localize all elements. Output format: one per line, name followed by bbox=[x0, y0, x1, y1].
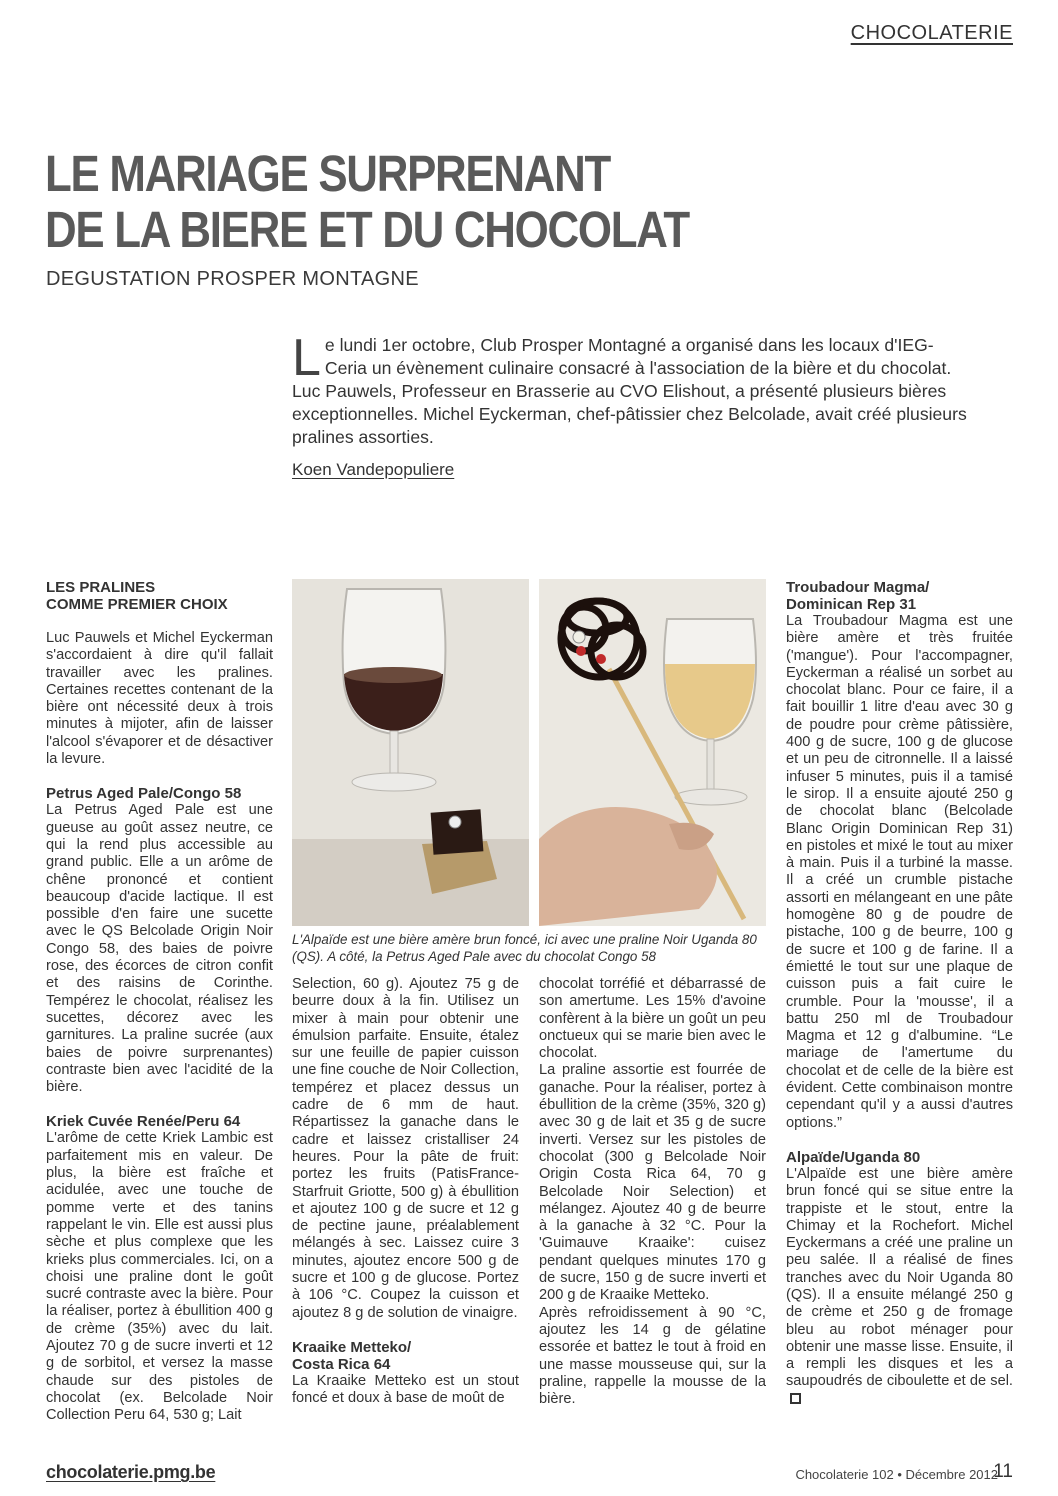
subheading-alpaide: Alpaïde/Uganda 80 bbox=[786, 1148, 921, 1166]
body-paragraph: Luc Pauwels et Michel Eyckerman s'accordaient à dire qu'il fallait travailler avec les pralines. Certaines recettes contenant de la bière ont nécessité deux à trois minutes à mijoter, afin de laisser l'alcool s'évaporer et de désactiver la levure. bbox=[46, 630, 273, 768]
author-byline[interactable]: Koen Vandepopuliere bbox=[292, 460, 455, 479]
heading-line-1: Troubadour Magma/ bbox=[786, 579, 930, 596]
body-paragraph: La praline assortie est fourrée de ganache. Pour la réaliser, portez à ébullition de la crème (35%, 320 g) avec 30 g de lait et 35 g de sucre inverti. Versez sur les pistoles de chocolat (300 g Belcolade Noir Origin Costa Rica 64, 70 g Belcolade Noir Selection) et mélangez. Ajoutez 40 g de beurre à la ganache à 32 °C. Pour la 'Guimauve Kraaike': cuisez pendant quelques minutes 170 g de sucre, 150 g de sucre inverti et 200 g de Kraaike Metteko. bbox=[539, 1062, 766, 1304]
title-line-2: DE LA BIERE ET DU CHOCOLAT bbox=[45, 201, 689, 258]
photo-light-beer-lollipop bbox=[539, 579, 766, 926]
photo-caption: L'Alpaïde est une bière amère brun foncé, ici avec une praline Noir Uganda 80 (QS). A côté, la Petrus Aged Pale avec du chocolat Congo 58 bbox=[292, 932, 757, 964]
body-paragraph: Après refroidissement à 90 °C, ajoutez les 14 g de gélatine essorée et battez le tout à froid en une masse mousseuse qui, sur la praline, rappelle la mousse de la bière. bbox=[539, 1304, 766, 1408]
intro-text: e lundi 1er octobre, Club Prosper Montagné a organisé dans les locaux d'IEG-Ceria un évènement culinaire consacré à l'association de la bière et du chocolat. Luc Pauwels, Professeur en Brasserie au CVO Elishout, a présenté plusieurs bières exceptionnelles. Michel Eyckerman, chef-pâtissier chez Belcolade, avait créé plusieurs pralines assorties. bbox=[292, 335, 967, 447]
lollipop-illustration bbox=[539, 579, 766, 926]
heading-line-1: Kraaike Metteko/ bbox=[292, 1338, 412, 1356]
section-tag[interactable]: CHOCOLATERIE bbox=[850, 22, 1013, 44]
subheading-troubadour bbox=[786, 579, 1013, 613]
beer-glass-illustration bbox=[292, 579, 529, 926]
body-paragraph: Selection, 60 g). Ajoutez 75 g de beurre doux à la fin. Utilisez un mixer à main pour obtenir une émulsion parfaite. Ensuite, étalez sur une feuille de papier cuisson une fine couche de Noir Collection, tempérez et placez dessus un cadre de 6 mm de haut. Répartissez la ganache dans le cadre et laissez cristalliser 24 heures. Pour la pâte de fruit: portez les fruits (PatisFrance-Starfruit Griotte, 500 g) à ébullition et ajoutez 100 g de sucre et 12 g de pectine jaune, préalablement mélangés à sec. Laissez cuire 3 minutes, ajoutez encore 500 g de sucre et 100 g de glucose. Portez à 106 °C. Coupez la cuisson et ajoutez 8 g de solution de vinaigre. bbox=[292, 976, 519, 1321]
photo-dark-beer-praline bbox=[292, 579, 529, 926]
last-paragraph-text: L'Alpaïde est une bière amère brun foncé qui se situe entre la trappiste et le stout, entre la Chimay et la Rochefort. Michel Eyckermans a créé une praline un peu salée. Il a réalisé de fines tranches avec du Noir Uganda 80 (QS). Il a ensuite mélangé 250 g de crème et 250 g de fromage bleu au robot ménager pour obtenir une masse lisse. Ensuite, il a rempli les disques et les a saupoudrés de ciboulette et de sel. bbox=[786, 1165, 1013, 1390]
footer-website-link[interactable]: chocolaterie.pmg.be bbox=[46, 1462, 216, 1482]
subheading-petrus: Petrus Aged Pale/Congo 58 bbox=[46, 785, 242, 803]
title-line-1: LE MARIAGE SURPRENANT bbox=[45, 145, 611, 202]
subheading-kriek: Kriek Cuvée Renée/Peru 64 bbox=[46, 1113, 241, 1131]
column-1 bbox=[46, 579, 273, 1424]
intro-paragraph bbox=[292, 329, 972, 449]
heading-line-2: Dominican Rep 31 bbox=[786, 596, 917, 613]
footer-issue-info: Chocolaterie 102 • Décembre 2012 bbox=[795, 1467, 998, 1482]
section-heading-pralines bbox=[46, 579, 273, 613]
end-of-article-icon bbox=[790, 1393, 801, 1404]
column-4 bbox=[786, 579, 1013, 1408]
body-paragraph: chocolat torréfié et débarrassé de son amertume. Les 15% d'avoine confèrent à la bière un goût un peu onctueux qui se marie bien avec le chocolat. bbox=[539, 976, 766, 1062]
body-paragraph-last bbox=[786, 1166, 1013, 1408]
drop-cap: L bbox=[292, 329, 321, 387]
column-3 bbox=[539, 976, 766, 1408]
article-subtitle: DEGUSTATION PROSPER MONTAGNE bbox=[46, 268, 419, 290]
subheading-kraaike bbox=[292, 1339, 519, 1373]
body-paragraph: L'arôme de cette Kriek Lambic est parfaitement mis en valeur. De plus, la bière est fraîche et acidulée, avec une touche de pomme verte et des tanins rappelant le vin. Elle est aussi plus sèche et plus complexe que les krieks plus commerciales. Ici, on a choisi une praline dont le goût sucré contraste avec la bière. Pour la réaliser, portez à ébullition 400 g de crème (35%) avec du lait. Ajoutez 70 g de sucre inverti et 12 g de sorbitol, et versez la masse chaude sur des pistoles de chocolat (ex. Belcolade Noir Collection Peru 64, 530 g; Lait bbox=[46, 1130, 273, 1424]
body-paragraph: La Kraaike Metteko est un stout foncé et doux à base de moût de bbox=[292, 1372, 519, 1407]
heading-line-1: LES PRALINES bbox=[46, 579, 156, 596]
body-paragraph: La Troubadour Magma est une bière amère et très fruitée ('mangue'). Pour l'accompagner, Eyckerman a réalisé un sorbet au chocolat blanc. Pour ce faire, il a fait bouillir 1 litre d'eau avec 30 g de poudre pour crème pâtissière, 400 g de sucre, 100 g de glucose et un peu de citronnelle. Il a laissé infuser 5 minutes, puis il a tamisé le sirop. Il a ensuite ajouté 250 g de chocolat blanc (Belcolade Blanc Origin Dominican Rep 31) en pistoles et mixé le tout au mixer à main. Puis il a turbiné la masse. Il a créé un crumble pistache assorti en mélangeant en une pâte homogène 80 g de poudre de pistache, 100 g de beurre, 100 g de sucre et 100 g de farine. Il a émietté le tout sur une plaque de cuisson puis a fait cuire le crumble. Pour la 'mousse', il a battu 250 ml de Troubadour Magma et 12 g d'albumine. “Le mariage de l'amertume du chocolat et de celle de la bière est évident. Cette combinaison montre cependant qu'il y a aussi d'autres options.” bbox=[786, 613, 1013, 1131]
heading-line-2: Costa Rica 64 bbox=[292, 1355, 391, 1373]
heading-line-2: COMME PREMIER CHOIX bbox=[46, 596, 228, 613]
page-number: 11 bbox=[993, 1461, 1013, 1482]
column-2 bbox=[292, 976, 519, 1408]
body-paragraph: La Petrus Aged Pale est une gueuse au goût assez neutre, ce qui la rend plus accessible au grand public. Elle a un arôme de chêne prononcé et contient beaucoup d'acide lactique. Il est possible d'en faire une sucette avec le QS Belcolade Origin Noir Congo 58, des baies de poivre rose, des écorces de citron confit et des raisins de Corinthe. Tempérez le chocolat, réalisez les sucettes, décorez avec les garnitures. La praline sucrée (aux baies de poivre surprenantes) contraste bien avec l'acidité de la bière. bbox=[46, 802, 273, 1096]
article-title bbox=[45, 146, 750, 258]
